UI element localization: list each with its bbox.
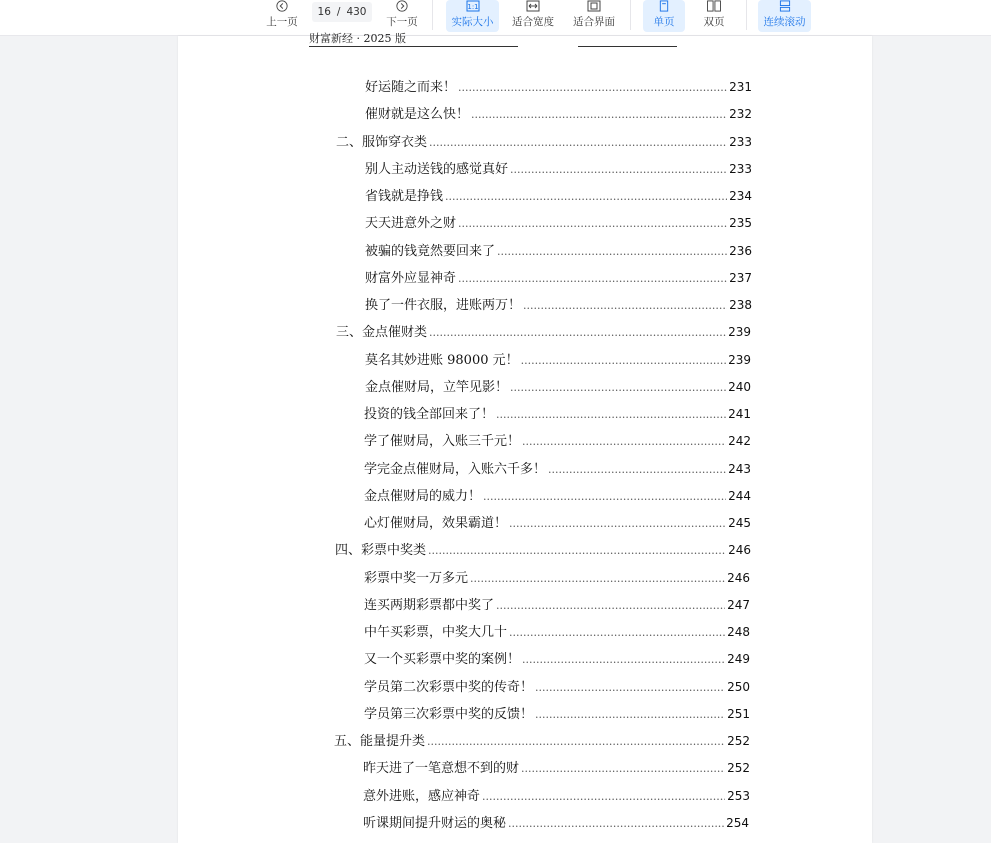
single-page-label: 单页 (653, 16, 675, 28)
double-page-button[interactable] (693, 0, 735, 32)
toc-page-number: 246 (728, 543, 751, 558)
toc-title: 四、彩票中奖类 (335, 543, 427, 559)
header-rule (309, 46, 518, 47)
toc-section-row[interactable] (335, 539, 751, 559)
toc-page-number: 243 (728, 461, 751, 476)
next-page-button[interactable] (382, 0, 422, 32)
toc-leader-dots (482, 790, 725, 803)
toc-page-number: 239 (728, 352, 751, 367)
toc-entry-row[interactable] (364, 403, 751, 423)
toc-page-number: 242 (728, 434, 751, 449)
toc-leader-dots (535, 681, 725, 694)
toc-page-number: 246 (727, 570, 750, 585)
svg-text:1:1: 1:1 (466, 3, 479, 11)
header-rule (578, 46, 677, 47)
toolbar-divider (432, 0, 433, 30)
toc-leader-dots (521, 354, 726, 367)
toc-title: 别人主动送钱的感觉真好 (365, 161, 509, 177)
actual-size-label: 实际大小 (451, 16, 494, 28)
toc-leader-dots (483, 490, 726, 503)
page-header: 财富新经 · 2025 版 (309, 32, 406, 45)
toc-page-number: 244 (728, 488, 751, 503)
toc-entry-row[interactable] (365, 240, 752, 260)
toc-title: 天天进意外之财 (365, 216, 457, 232)
chevron-right-icon (395, 0, 409, 12)
toc-page-number: 240 (728, 379, 751, 394)
toc-leader-dots (458, 81, 727, 94)
toc-leader-dots (445, 190, 727, 203)
toc-leader-dots (470, 572, 725, 585)
toc-section-row[interactable] (336, 321, 751, 341)
toc-page-number: 241 (728, 407, 751, 421)
toc-title: 昨天进了一笔意想不到的财 (363, 761, 520, 777)
toc-section-row[interactable] (336, 131, 752, 151)
toc-entry-row[interactable] (365, 103, 752, 123)
toc-entry-row[interactable] (365, 376, 751, 396)
toc-leader-dots (522, 653, 725, 666)
toc-leader-dots (429, 326, 726, 339)
toc-page-number: 235 (729, 216, 752, 231)
actual-size-icon (466, 0, 480, 12)
prev-page-label: 上一页 (266, 16, 298, 28)
continuous-scroll-label: 连续滚动 (763, 16, 806, 28)
toc-page-number: 239 (728, 325, 751, 340)
toc-leader-dots (458, 217, 727, 230)
toc-title: 学了催财局，入账三千元！ (364, 434, 521, 450)
toc-title: 好运随之而来！ (365, 80, 457, 95)
toc-leader-dots (496, 408, 726, 421)
toc-entry-row[interactable] (364, 648, 750, 668)
total-pages: 430 (346, 6, 367, 18)
toolbar-divider (630, 0, 631, 30)
toc-page-number: 238 (729, 298, 752, 312)
toc-title: 省钱就是挣钱 (365, 189, 444, 204)
toc-page-number: 248 (727, 625, 750, 639)
fit-width-icon (526, 0, 540, 12)
page-indicator[interactable] (312, 2, 372, 22)
toc-page-number: 232 (729, 107, 752, 122)
toc-entry-row[interactable] (363, 785, 750, 805)
toc-title: 二、服饰穿衣类 (336, 134, 428, 150)
toc-page-number: 231 (729, 80, 752, 94)
toolbar-divider (746, 0, 747, 30)
toc-entry-row[interactable] (364, 676, 750, 696)
toc-entry-row[interactable] (365, 294, 752, 314)
toc-page-number: 252 (727, 761, 750, 776)
toc-title: 换了一件衣服，进账两万！ (365, 298, 522, 313)
toc-leader-dots (509, 517, 726, 530)
toc-leader-dots (509, 626, 725, 639)
toc-leader-dots (510, 163, 727, 176)
toc-entry-row[interactable] (363, 812, 749, 832)
continuous-scroll-button[interactable] (758, 0, 811, 32)
toc-title: 听课期间提升财运的奥秘 (363, 815, 507, 831)
toc-entry-row[interactable] (364, 485, 751, 505)
toc-title: 学员第二次彩票中奖的传奇！ (364, 679, 534, 695)
toc-entry-row[interactable] (364, 458, 751, 478)
toc-title: 财富外应显神奇 (365, 270, 457, 286)
toc-title: 三、金点催财类 (336, 325, 428, 341)
toc-title: 学完金点催财局，入账六千多！ (364, 461, 547, 477)
toc-section-row[interactable] (334, 730, 750, 750)
toc-title: 学员第三次彩票中奖的反馈！ (364, 706, 534, 722)
toc-page-number: 250 (727, 679, 750, 694)
chevron-left-icon (275, 0, 289, 12)
toc-title: 意外进账，感应神奇 (363, 788, 481, 804)
document-area[interactable] (0, 32, 991, 843)
toc-entry-row[interactable] (364, 430, 751, 450)
toc-page-number: 236 (729, 243, 752, 258)
toc-leader-dots (508, 817, 724, 830)
toc-title: 被骗的钱竟然要回来了 (365, 243, 496, 259)
toc-title: 中午买彩票，中奖大几十 (364, 625, 508, 640)
toc-entry-row[interactable] (364, 621, 750, 641)
toc-entry-row[interactable] (365, 349, 751, 369)
toc-entry-row[interactable] (364, 594, 750, 614)
toc-page-number: 249 (727, 652, 750, 667)
toc-leader-dots (427, 735, 725, 748)
toc-leader-dots (522, 435, 726, 448)
double-page-label: 双页 (703, 16, 725, 28)
continuous-scroll-icon (778, 0, 792, 12)
fit-width-label: 适合宽度 (512, 16, 554, 28)
toc-page-number: 252 (727, 734, 750, 748)
toc-page-number: 233 (729, 161, 752, 176)
page-separator: / (336, 6, 341, 18)
toc-entry-row[interactable] (365, 158, 752, 178)
toc-leader-dots (510, 381, 726, 394)
toc-page-number: 251 (727, 706, 750, 721)
actual-size-button[interactable] (446, 0, 499, 32)
fit-width-button[interactable] (506, 0, 560, 32)
toc-leader-dots (497, 245, 727, 258)
document-page (178, 32, 872, 843)
toc-title: 心灯催财局，效果霸道！ (364, 516, 508, 531)
fit-page-icon (587, 0, 601, 12)
toc-title: 又一个买彩票中奖的案例！ (364, 652, 521, 668)
toc-leader-dots (429, 136, 727, 149)
next-page-label: 下一页 (386, 16, 418, 28)
toc-entry-row[interactable] (364, 512, 751, 532)
toc-entry-row[interactable] (364, 703, 750, 723)
toc-entry-row[interactable] (365, 185, 752, 205)
toc-entry-row[interactable] (365, 212, 752, 232)
double-page-icon (706, 0, 722, 12)
toc-page-number: 247 (727, 597, 750, 612)
fit-page-label: 适合界面 (573, 16, 615, 28)
viewer-toolbar (0, 0, 991, 36)
toc-leader-dots (458, 272, 727, 285)
toc-leader-dots (496, 599, 725, 612)
toc-title: 五、能量提升类 (334, 734, 426, 749)
prev-page-button[interactable] (262, 0, 302, 32)
toc-leader-dots (471, 108, 727, 121)
toc-leader-dots (523, 299, 727, 312)
toc-entry-row[interactable] (365, 76, 752, 96)
toc-leader-dots (535, 708, 725, 721)
toc-title: 催财就是这么快！ (365, 107, 470, 123)
toc-leader-dots (548, 463, 726, 476)
toc-page-number: 233 (729, 134, 752, 149)
toc-title: 投资的钱全部回来了！ (364, 407, 495, 422)
toc-entry-row[interactable] (365, 267, 752, 287)
single-page-button[interactable] (643, 0, 685, 32)
toc-leader-dots (521, 762, 725, 775)
toc-entry-row[interactable] (363, 757, 750, 777)
toc-page-number: 237 (729, 270, 752, 285)
toc-title: 彩票中奖一万多元 (364, 570, 469, 586)
toc-title: 连买两期彩票都中奖了 (364, 597, 495, 613)
toc-page-number: 253 (727, 788, 750, 803)
toc-page-number: 254 (726, 815, 749, 830)
single-page-icon (658, 0, 670, 12)
current-page-input[interactable]: 16 (317, 6, 331, 18)
toc-page-number: 234 (729, 189, 752, 203)
toc-page-number: 245 (728, 516, 751, 530)
fit-page-button[interactable] (567, 0, 621, 32)
toc-title: 莫名其妙进账 98000 元！ (365, 352, 519, 368)
toc-leader-dots (428, 544, 726, 557)
toc-title: 金点催财局，立竿见影！ (365, 379, 509, 395)
toc-entry-row[interactable] (364, 567, 750, 587)
toc-title: 金点催财局的威力！ (364, 488, 482, 504)
